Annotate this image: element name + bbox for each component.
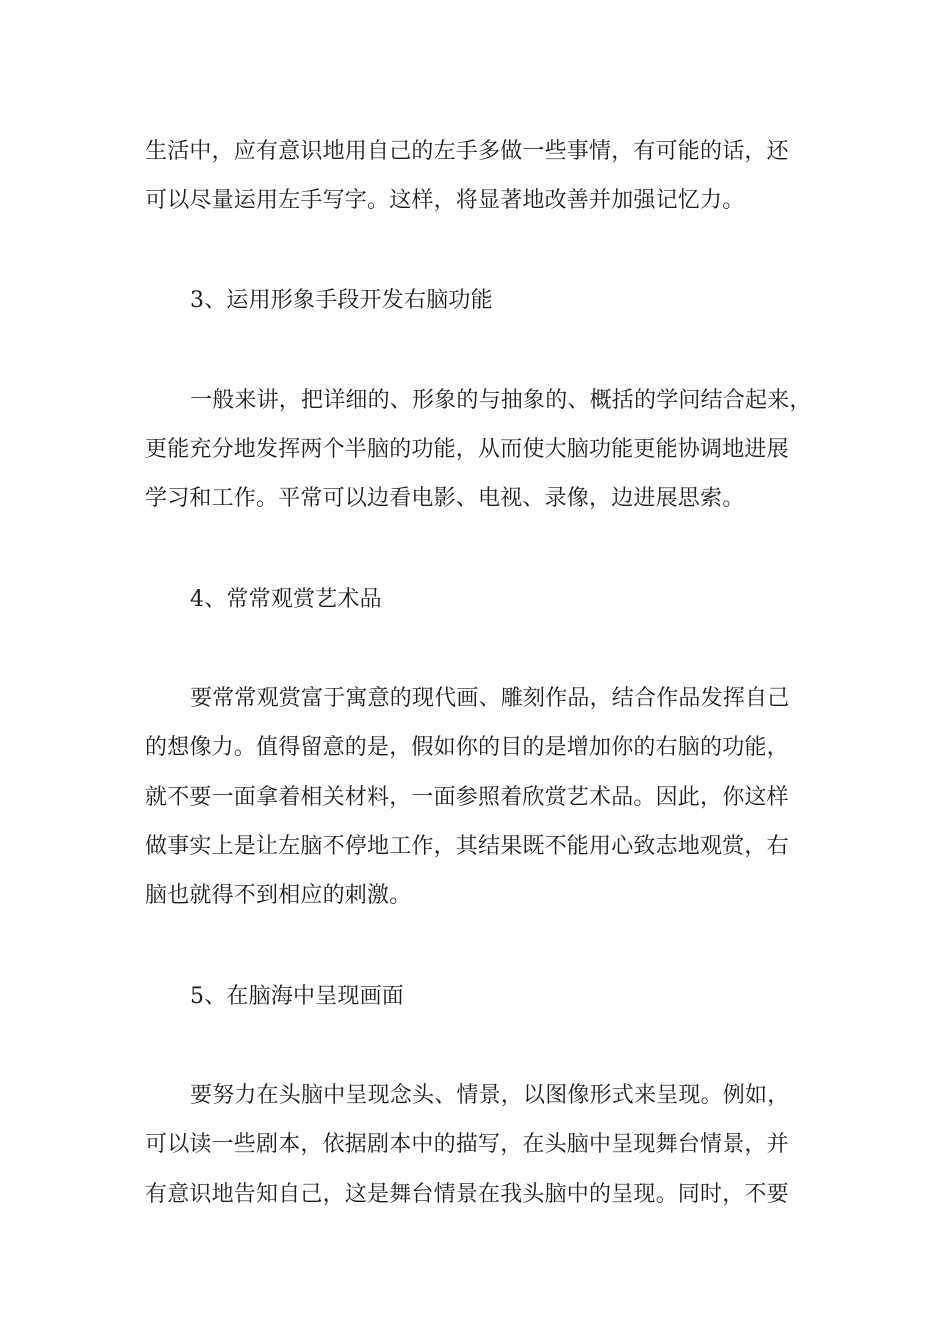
paragraph-4-line-3: 有意识地告知自己，这是舞台情景在我头脑中的呈现。同时，不要	[145, 1182, 789, 1207]
paragraph-1-line-2: 可以尽量运用左手写字。这样，将显著地改善并加强记忆力。	[145, 188, 745, 213]
paragraph-2-line-1: 一般来讲，把详细的、形象的与抽象的、概括的学问结合起来，	[190, 388, 812, 413]
paragraph-2-line-3: 学习和工作。平常可以边看电影、电视、录像，边进展思索。	[145, 486, 745, 511]
paragraph-4-line-1: 要努力在头脑中呈现念头、情景，以图像形式来呈现。例如，	[190, 1083, 790, 1108]
paragraph-3-line-5: 脑也就得不到相应的刺激。	[145, 883, 412, 908]
paragraph-3-line-2: 的想像力。值得留意的是，假如你的目的是增加你的右脑的功能，	[145, 735, 789, 760]
section-heading-5: 5、在脑海中呈现画面	[190, 984, 404, 1009]
paragraph-1-line-1: 生活中，应有意识地用自己的左手多做一些事情，有可能的话，还	[145, 139, 789, 164]
paragraph-2-line-2: 更能充分地发挥两个半脑的功能，从而使大脑功能更能协调地进展	[145, 437, 789, 462]
paragraph-3-line-1: 要常常观赏富于寓意的现代画、雕刻作品，结合作品发挥自己	[190, 686, 790, 711]
paragraph-3-line-3: 就不要一面拿着相关材料，一面参照着欣赏艺术品。因此，你这样	[145, 785, 789, 810]
paragraph-4-line-2: 可以读一些剧本，依据剧本中的描写，在头脑中呈现舞台情景，并	[145, 1132, 789, 1157]
paragraph-3-line-4: 做事实上是让左脑不停地工作，其结果既不能用心致志地观赏，右	[145, 834, 789, 859]
section-heading-4: 4、常常观赏艺术品	[190, 587, 382, 612]
section-heading-3: 3、运用形象手段开发右脑功能	[190, 288, 493, 313]
